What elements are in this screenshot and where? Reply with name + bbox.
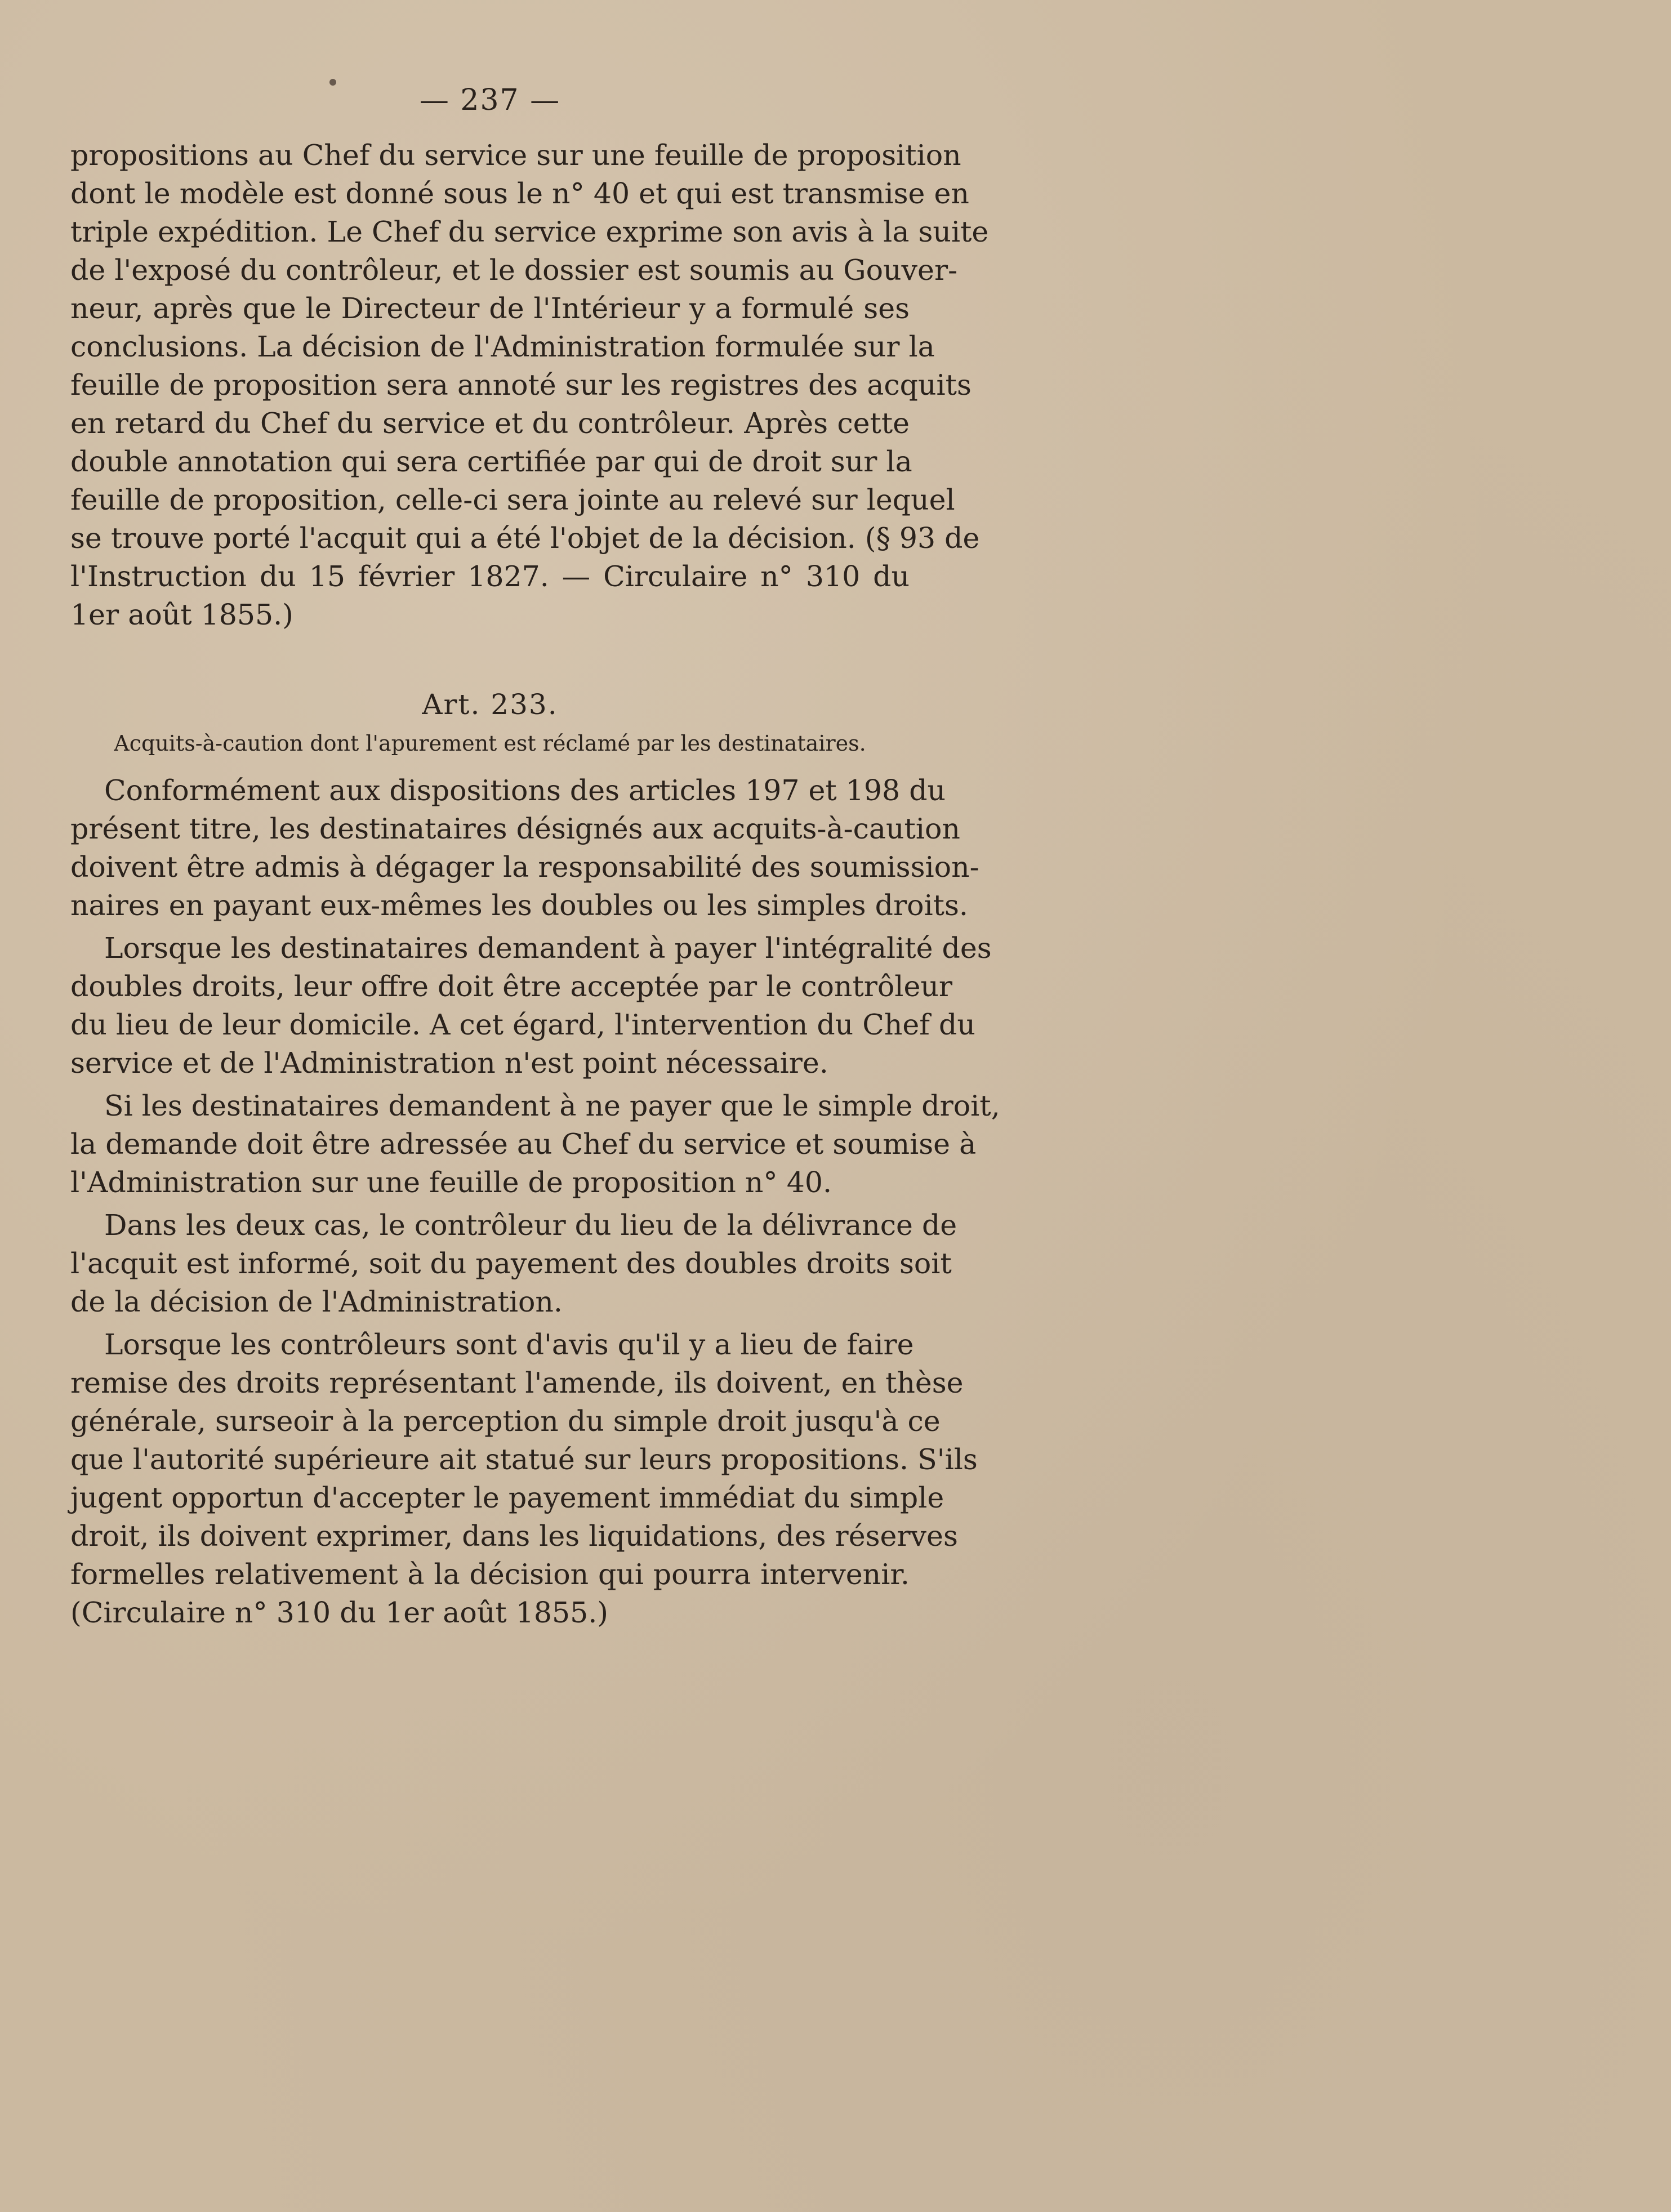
text-line: doivent être admis à dégager la responsabilité des soumission- — [70, 850, 979, 884]
text-line: droit, ils doivent exprimer, dans les liquidations, des réserves — [70, 1519, 958, 1553]
text-line: (Circulaire n° 310 du 1er août 1855.) — [70, 1596, 608, 1629]
text-line: de l'exposé du contrôleur, et le dossier est soumis au Gouver- — [70, 253, 958, 287]
text-line: triple expédition. Le Chef du service exprime son avis à la suite — [70, 215, 989, 248]
paragraph — [70, 1206, 957, 1321]
paragraph — [70, 1326, 978, 1632]
text-line: propositions au Chef du service sur une feuille de proposition — [70, 139, 961, 172]
text-line: formelles relativement à la décision qui pourra intervenir. — [70, 1558, 910, 1591]
text-line: l'Administration sur une feuille de proposition n° 40. — [70, 1166, 832, 1199]
text-line: naires en payant eux-mêmes les doubles ou les simples droits. — [70, 889, 968, 922]
text-line: de la décision de l'Administration. — [70, 1285, 563, 1318]
article-subtitle: Acquits-à-caution dont l'apurement est réclamé par les destinataires. — [114, 731, 866, 756]
text-line: en retard du Chef du service et du contrôleur. Après cette — [70, 407, 910, 440]
paragraph — [70, 771, 979, 925]
paragraph — [70, 1087, 1000, 1202]
text-line: Conformément aux dispositions des articles 197 et 198 du — [104, 774, 946, 807]
paragraph-continuation — [70, 136, 989, 634]
text-line: jugent opportun d'accepter le payement immédiat du simple — [70, 1481, 944, 1514]
text-line: que l'autorité supérieure ait statué sur leurs propositions. S'ils — [70, 1443, 978, 1476]
text-line: dont le modèle est donné sous le n° 40 et qui est transmise en — [70, 177, 969, 210]
text-line: feuille de proposition, celle-ci sera jointe au relevé sur lequel — [70, 483, 955, 516]
text-line: Lorsque les contrôleurs sont d'avis qu'il y a lieu de faire — [104, 1328, 914, 1361]
text-line: présent titre, les destinataires désignés aux acquits-à-caution — [70, 812, 960, 845]
text-line: l'Instruction du 15 février 1827. — Circulaire n° 310 du — [70, 560, 910, 593]
text-line: Si les destinataires demandent à ne payer que le simple droit, — [104, 1089, 1000, 1122]
article-heading: Art. 233. — [422, 688, 558, 721]
ink-speck — [329, 79, 336, 86]
text-line: l'acquit est informé, soit du payement des doubles droits soit — [70, 1247, 952, 1280]
text-line: se trouve porté l'acquit qui a été l'objet de la décision. (§ 93 de — [70, 521, 980, 555]
text-line: la demande doit être adressée au Chef du service et soumise à — [70, 1127, 977, 1161]
paragraph — [70, 929, 992, 1082]
text-line: 1er août 1855.) — [70, 598, 293, 631]
text-line: générale, surseoir à la perception du simple droit jusqu'à ce — [70, 1404, 941, 1438]
text-line: du lieu de leur domicile. A cet égard, l'intervention du Chef du — [70, 1008, 975, 1041]
text-line: conclusions. La décision de l'Administration formulée sur la — [70, 330, 935, 363]
text-line: Lorsque les destinataires demandent à payer l'intégralité des — [104, 931, 992, 965]
text-line: feuille de proposition sera annoté sur les registres des acquits — [70, 368, 972, 402]
text-line: Dans les deux cas, le contrôleur du lieu de la délivrance de — [104, 1208, 957, 1242]
text-line: service et de l'Administration n'est point nécessaire. — [70, 1046, 828, 1080]
text-line: doubles droits, leur offre doit être acceptée par le contrôleur — [70, 970, 952, 1003]
page-number: — 237 — — [419, 83, 561, 117]
text-line: double annotation qui sera certifiée par qui de droit sur la — [70, 445, 912, 478]
text-line: remise des droits représentant l'amende, ils doivent, en thèse — [70, 1366, 964, 1399]
text-line: neur, après que le Directeur de l'Intérieur y a formulé ses — [70, 292, 910, 325]
article-body — [70, 771, 1000, 1632]
